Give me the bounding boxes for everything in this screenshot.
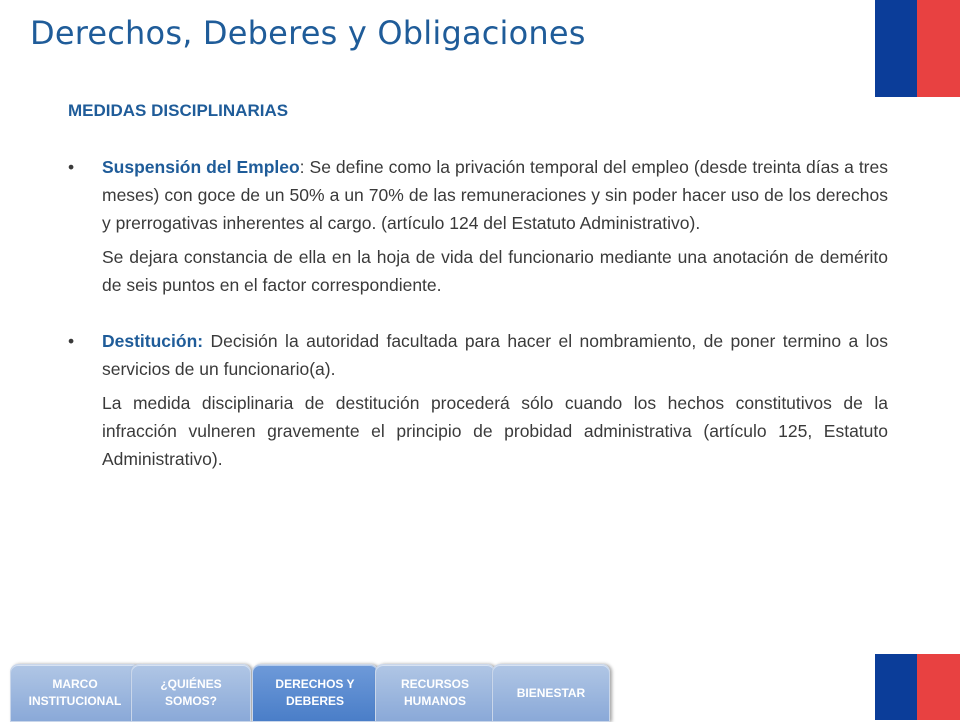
page-title: Derechos, Deberes y Obligaciones <box>30 14 586 52</box>
bullet-text: : Se define como la privación temporal del empleo (desde treinta días a tres meses) con goce de un 50% a un 70% de las remuneraciones y sin poder hacer uso de los derechos y prerrogativas inherentes al cargo. (artículo 124 del Estatuto Administrativo). <box>102 157 888 233</box>
flag-red-band <box>917 0 960 97</box>
flag-red-band <box>917 654 960 720</box>
nav-button-marco-institucional[interactable] <box>10 664 140 722</box>
bullet-item-suspension <box>68 153 888 237</box>
nav-button-label-line2: INSTITUCIONAL <box>28 694 122 708</box>
bullet-term: Destitución: <box>102 331 204 351</box>
nav-button-derechos-deberes[interactable] <box>252 664 378 722</box>
nav-button-label-line1: DERECHOS Y <box>275 677 355 691</box>
bullet-icon: • <box>68 157 75 177</box>
nav-button-label-line2: DEBERES <box>285 694 344 708</box>
nav-button-label-line2: HUMANOS <box>403 694 466 708</box>
spacer <box>68 299 888 327</box>
flag-blue-band <box>875 654 917 720</box>
bottom-navigation <box>0 664 620 720</box>
section-heading: MEDIDAS DISCIPLINARIAS <box>68 101 289 120</box>
nav-button-quienes-somos[interactable] <box>131 664 251 722</box>
nav-button-bienestar[interactable] <box>492 664 610 722</box>
nav-button-label-line1: BIENESTAR <box>516 685 586 700</box>
nav-button-label-line2: SOMOS? <box>164 694 217 708</box>
nav-button-label-line1: MARCO <box>52 677 98 691</box>
chile-flag-stripe-top <box>875 0 960 97</box>
bullet-text: Decisión la autoridad facultada para hacer el nombramiento, de poner termino a los servicios de un funcionario(a). <box>102 331 888 379</box>
flag-blue-band <box>875 0 917 97</box>
bullet-term: Suspensión del Empleo <box>102 157 300 177</box>
nav-button-recursos-humanos[interactable] <box>375 664 495 722</box>
bullet-followup-paragraph: Se dejara constancia de ella en la hoja de vida del funcionario mediante una anotación de demérito de seis puntos en el factor correspondiente. <box>102 247 888 295</box>
chile-flag-stripe-bottom <box>875 654 960 720</box>
bullet-item-destitucion <box>68 327 888 383</box>
slide-content <box>68 97 888 473</box>
nav-button-label-line1: RECURSOS <box>400 677 469 691</box>
nav-button-label-line1: ¿QUIÉNES <box>160 677 222 691</box>
bullet-icon: • <box>68 331 75 351</box>
bullet-followup-paragraph: La medida disciplinaria de destitución procederá sólo cuando los hechos constitutivos de la infracción vulneren gravemente el principio de probidad administrativa (artículo 125, Estatuto Administrativo). <box>102 393 888 469</box>
